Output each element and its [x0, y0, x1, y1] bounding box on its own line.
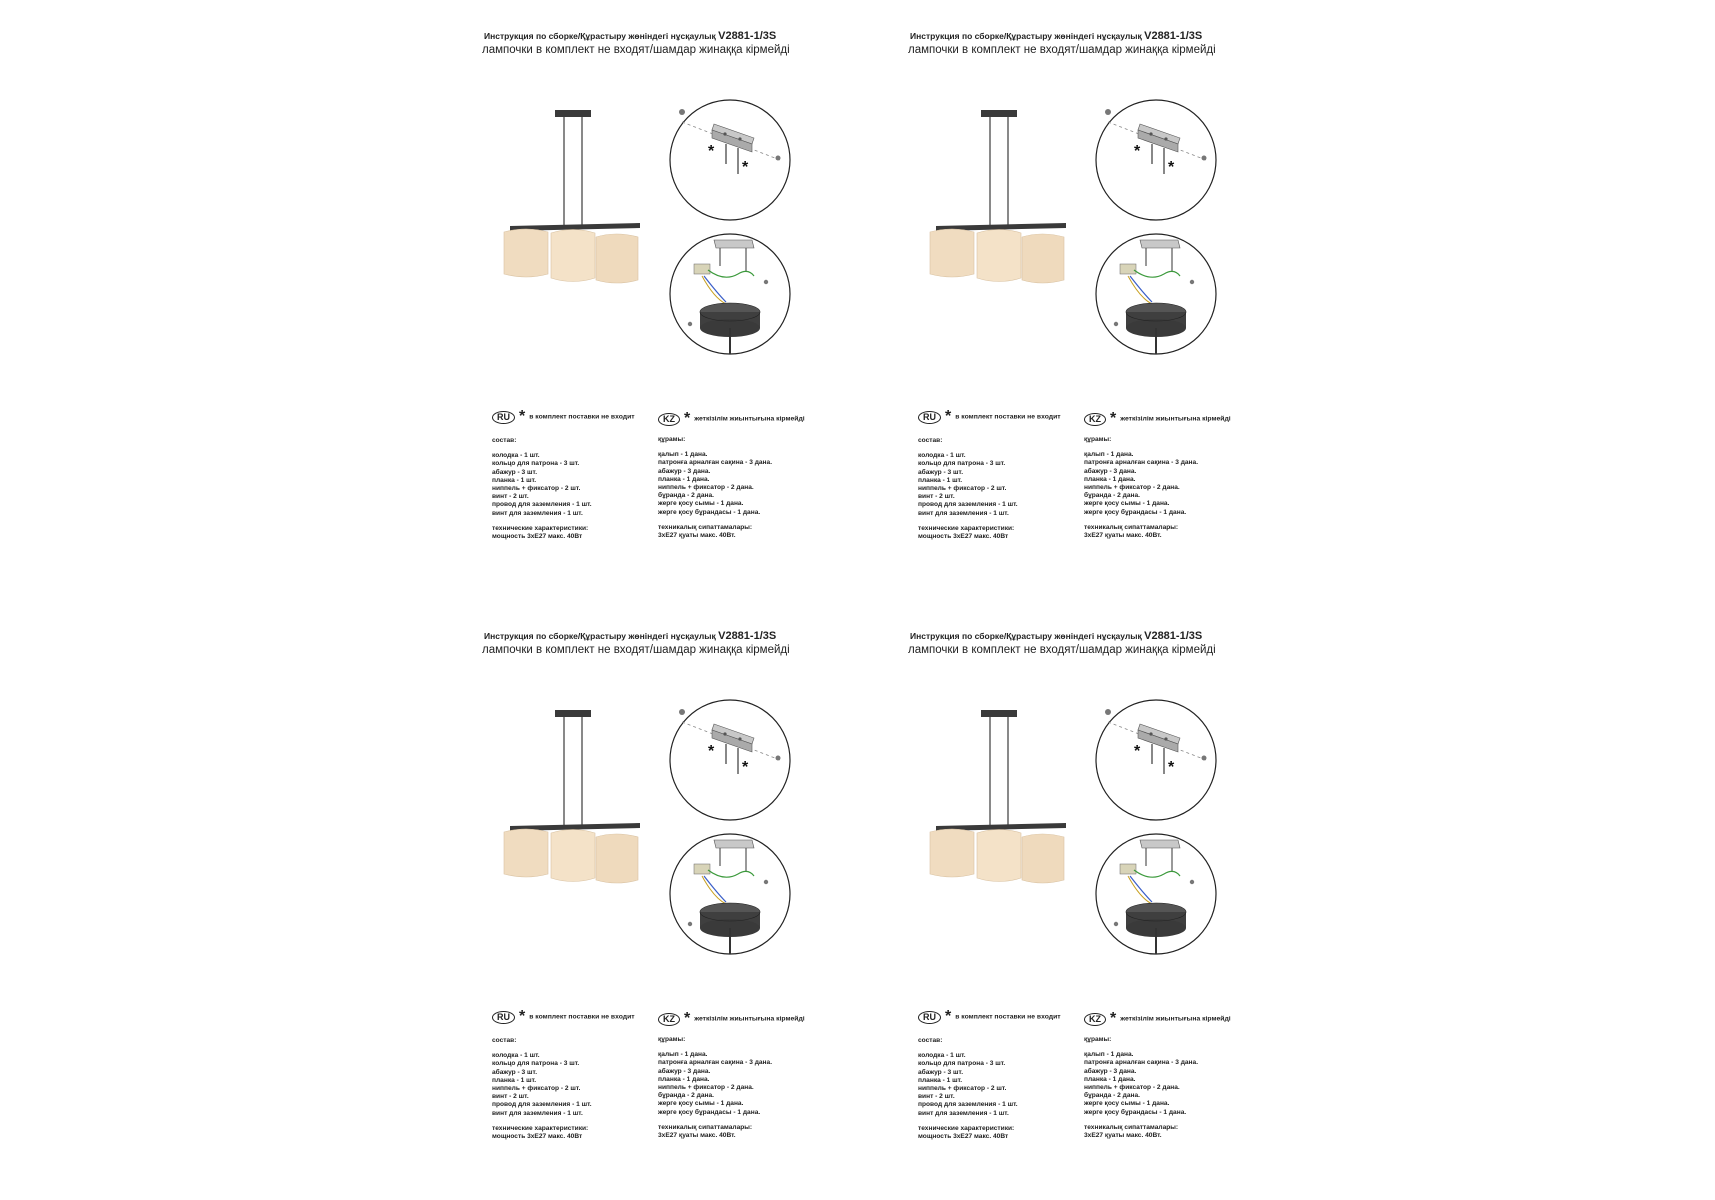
- list-item: қалып - 1 дана.: [658, 1051, 708, 1059]
- ru-contents: [918, 437, 1018, 541]
- ru-note: в комплект поставки не входит: [955, 1013, 1061, 1021]
- kz-tech-heading: техникалық сипаттамалары:: [1084, 523, 1179, 531]
- list-item: жерге қосу бұрандасы - 1 дана.: [1084, 508, 1187, 516]
- ru-contents: [492, 1037, 592, 1141]
- star-mark: *: [1134, 143, 1141, 160]
- ru-contents: [492, 437, 592, 541]
- list-item: бұранда - 2 дана.: [658, 492, 714, 500]
- kz-contents: [1084, 436, 1198, 540]
- instruction-panel: [866, 0, 1286, 600]
- panel-subtitle: лампочки в комплект не входят/шамдар жинаққа кірмейді: [908, 44, 1216, 56]
- list-item: кольцо для патрона - 3 шт.: [918, 1060, 1006, 1068]
- list-item: колодка - 1 шт.: [492, 452, 540, 460]
- star-mark: *: [742, 159, 749, 176]
- kz-contents: [1084, 1036, 1198, 1140]
- list-item: колодка - 1 шт.: [918, 1052, 966, 1060]
- ru-note: в комплект поставки не входит: [955, 413, 1061, 421]
- list-item: винт для заземления - 1 шт.: [918, 509, 1009, 517]
- canopy-wiring-diagram: [1094, 232, 1218, 356]
- kz-tech-heading: техникалық сипаттамалары:: [658, 523, 753, 531]
- chandelier-illustration: [926, 110, 1076, 310]
- kz-contents-heading: құрамы:: [1084, 1036, 1112, 1043]
- list-item: ниппель + фиксатор - 2 дана.: [658, 484, 754, 492]
- lamp-shade-right: [1022, 234, 1064, 283]
- list-item: жерге қосу бұрандасы - 1 дана.: [658, 508, 761, 516]
- canopy-plate: [714, 840, 754, 848]
- ru-tech-heading: технические характеристики:: [918, 1124, 1015, 1132]
- ru-note: в комплект поставки не входит: [529, 1013, 635, 1021]
- kz-note-row: [658, 1010, 805, 1028]
- canopy-wiring-diagram: [668, 232, 792, 356]
- lamp-shade-left: [930, 229, 974, 277]
- panel-title: Инструкция по сборке/Құрастыру жөніндегі нұсқаулық V2881-1/3S: [910, 30, 1203, 42]
- list-item: патронға арналған сақина - 3 дана.: [1084, 459, 1199, 467]
- kz-contents: [658, 1036, 772, 1140]
- list-item: провод для заземления - 1 шт.: [918, 1101, 1018, 1109]
- list-item: абажур - 3 дана.: [1084, 1067, 1137, 1075]
- star-mark: *: [742, 759, 749, 776]
- panel-subtitle: лампочки в комплект не входят/шамдар жинаққа кірмейді: [908, 644, 1216, 656]
- star-mark: *: [519, 408, 526, 425]
- lamp-shade-left: [504, 829, 548, 877]
- lamp-shade-center: [977, 830, 1021, 882]
- kz-tech-value: 3хЕ27 қуаты макс. 40Вт.: [1084, 532, 1162, 540]
- mounting-bracket-diagram: [1094, 98, 1218, 222]
- list-item: абажур - 3 дана.: [658, 467, 711, 475]
- list-item: кольцо для патрона - 3 шт.: [492, 460, 580, 468]
- kz-tech-value: 3хЕ27 қуаты макс. 40Вт.: [658, 1132, 736, 1140]
- ru-contents-heading: состав:: [918, 437, 943, 444]
- panel-title: Инструкция по сборке/Құрастыру жөніндегі нұсқаулық V2881-1/3S: [484, 630, 777, 642]
- ru-contents-heading: состав:: [918, 1037, 943, 1044]
- kz-tech-heading: техникалық сипаттамалары:: [658, 1123, 753, 1131]
- star-mark: *: [1168, 759, 1175, 776]
- star-mark: *: [519, 1008, 526, 1025]
- star-mark: *: [1110, 410, 1117, 427]
- ru-tech-heading: технические характеристики:: [918, 524, 1015, 532]
- list-item: абажур - 3 дана.: [658, 1067, 711, 1075]
- list-item: ниппель + фиксатор - 2 шт.: [918, 485, 1007, 493]
- instruction-panel: [440, 0, 860, 600]
- list-item: кольцо для патрона - 3 шт.: [492, 1060, 580, 1068]
- list-item: қалып - 1 дана.: [1084, 451, 1134, 459]
- model-number: V2881-1/3S: [1144, 30, 1203, 42]
- star-mark: *: [945, 408, 952, 425]
- instruction-sheet: [440, 0, 1280, 1200]
- star-mark: *: [1134, 743, 1141, 760]
- ru-note-row: [918, 408, 1061, 426]
- list-item: патронға арналған сақина - 3 дана.: [658, 459, 773, 467]
- ru-contents: [918, 1037, 1018, 1141]
- list-item: планка - 1 дана.: [658, 475, 710, 483]
- list-item: бұранда - 2 дана.: [658, 1092, 714, 1100]
- ru-badge: RU: [492, 411, 515, 424]
- list-item: қалып - 1 дана.: [658, 451, 708, 459]
- list-item: жерге қосу сымы - 1 дана.: [1084, 500, 1170, 508]
- list-item: ниппель + фиксатор - 2 дана.: [1084, 484, 1180, 492]
- list-item: кольцо для патрона - 3 шт.: [918, 460, 1006, 468]
- list-item: ниппель + фиксатор - 2 дана.: [1084, 1084, 1180, 1092]
- lamp-shade-center: [977, 230, 1021, 282]
- ru-contents-heading: состав:: [492, 437, 517, 444]
- kz-note: жеткізілім жиынтығына кірмейді: [694, 415, 805, 423]
- ceiling-canopy: [981, 710, 1017, 717]
- canopy-wiring-diagram: [1094, 832, 1218, 956]
- canopy-plate: [1140, 240, 1180, 248]
- list-item: планка - 1 шт.: [492, 1076, 537, 1084]
- lamp-shade-center: [551, 230, 595, 282]
- list-item: абажур - 3 шт.: [918, 1068, 964, 1076]
- kz-tech-value: 3хЕ27 қуаты макс. 40Вт.: [658, 532, 736, 540]
- list-item: планка - 1 шт.: [918, 1076, 963, 1084]
- list-item: винт для заземления - 1 шт.: [492, 1109, 583, 1117]
- kz-note: жеткізілім жиынтығына кірмейді: [1120, 1015, 1231, 1023]
- list-item: винт - 2 шт.: [492, 1093, 529, 1101]
- instruction-panel: [440, 600, 860, 1200]
- list-item: жерге қосу бұрандасы - 1 дана.: [658, 1108, 761, 1116]
- model-number: V2881-1/3S: [1144, 630, 1203, 642]
- kz-badge: KZ: [1084, 413, 1106, 426]
- list-item: қалып - 1 дана.: [1084, 1051, 1134, 1059]
- ru-badge: RU: [918, 411, 941, 424]
- lamp-shade-left: [504, 229, 548, 277]
- list-item: абажур - 3 шт.: [918, 468, 964, 476]
- ru-note: в комплект поставки не входит: [529, 413, 635, 421]
- model-number: V2881-1/3S: [718, 630, 777, 642]
- ru-note-row: [492, 408, 635, 426]
- list-item: винт - 2 шт.: [918, 1093, 955, 1101]
- mounting-bracket-diagram: [668, 98, 792, 222]
- ceiling-canopy: [555, 710, 591, 717]
- list-item: планка - 1 дана.: [658, 1075, 710, 1083]
- list-item: патронға арналған сақина - 3 дана.: [1084, 1059, 1199, 1067]
- list-item: планка - 1 дана.: [1084, 1075, 1136, 1083]
- lamp-shade-left: [930, 829, 974, 877]
- ru-note-row: [492, 1008, 635, 1026]
- ceiling-canopy: [555, 110, 591, 117]
- kz-tech-heading: техникалық сипаттамалары:: [1084, 1123, 1179, 1131]
- list-item: патронға арналған сақина - 3 дана.: [658, 1059, 773, 1067]
- list-item: ниппель + фиксатор - 2 шт.: [918, 1085, 1007, 1093]
- kz-badge: KZ: [1084, 1013, 1106, 1026]
- list-item: колодка - 1 шт.: [492, 1052, 540, 1060]
- list-item: ниппель + фиксатор - 2 шт.: [492, 485, 581, 493]
- list-item: ниппель + фиксатор - 2 дана.: [658, 1084, 754, 1092]
- ceiling-canopy: [981, 110, 1017, 117]
- canopy-wiring-diagram: [668, 832, 792, 956]
- ru-tech-value: мощность 3хЕ27 макс. 40Вт: [918, 1133, 1009, 1141]
- list-item: жерге қосу сымы - 1 дана.: [1084, 1100, 1170, 1108]
- star-mark: *: [684, 410, 691, 427]
- ru-badge: RU: [918, 1011, 941, 1024]
- kz-contents-heading: құрамы:: [658, 436, 686, 443]
- list-item: бұранда - 2 дана.: [1084, 492, 1140, 500]
- star-mark: *: [708, 143, 715, 160]
- instruction-panel: [866, 600, 1286, 1200]
- list-item: винт для заземления - 1 шт.: [918, 1109, 1009, 1117]
- ru-tech-heading: технические характеристики:: [492, 524, 589, 532]
- list-item: планка - 1 шт.: [918, 476, 963, 484]
- list-item: абажур - 3 дана.: [1084, 467, 1137, 475]
- ru-tech-value: мощность 3хЕ27 макс. 40Вт: [492, 533, 583, 541]
- mounting-bracket-diagram: [1094, 698, 1218, 822]
- star-mark: *: [1168, 159, 1175, 176]
- star-mark: *: [708, 743, 715, 760]
- star-mark: *: [1110, 1010, 1117, 1027]
- chandelier-illustration: [500, 110, 650, 310]
- kz-note-row: [658, 410, 805, 428]
- list-item: провод для заземления - 1 шт.: [918, 501, 1018, 509]
- list-item: провод для заземления - 1 шт.: [492, 1101, 592, 1109]
- list-item: абажур - 3 шт.: [492, 1068, 538, 1076]
- lamp-shade-right: [596, 234, 638, 283]
- list-item: планка - 1 шт.: [492, 476, 537, 484]
- mounting-bracket-diagram: [668, 698, 792, 822]
- list-item: ниппель + фиксатор - 2 шт.: [492, 1085, 581, 1093]
- kz-contents-heading: құрамы:: [1084, 436, 1112, 443]
- kz-tech-value: 3хЕ27 қуаты макс. 40Вт.: [1084, 1132, 1162, 1140]
- chandelier-illustration: [926, 710, 1076, 910]
- list-item: бұранда - 2 дана.: [1084, 1092, 1140, 1100]
- list-item: жерге қосу сымы - 1 дана.: [658, 500, 744, 508]
- canopy-plate: [1140, 840, 1180, 848]
- ru-badge: RU: [492, 1011, 515, 1024]
- lamp-shade-right: [1022, 834, 1064, 883]
- panel-subtitle: лампочки в комплект не входят/шамдар жинаққа кірмейді: [482, 44, 790, 56]
- kz-contents: [658, 436, 772, 540]
- list-item: планка - 1 дана.: [1084, 475, 1136, 483]
- kz-badge: KZ: [658, 1013, 680, 1026]
- list-item: винт для заземления - 1 шт.: [492, 509, 583, 517]
- kz-note: жеткізілім жиынтығына кірмейді: [694, 1015, 805, 1023]
- lamp-shade-right: [596, 834, 638, 883]
- ru-tech-value: мощность 3хЕ27 макс. 40Вт: [918, 533, 1009, 541]
- kz-note-row: [1084, 1010, 1231, 1028]
- list-item: провод для заземления - 1 шт.: [492, 501, 592, 509]
- ru-tech-value: мощность 3хЕ27 макс. 40Вт: [492, 1133, 583, 1141]
- star-mark: *: [945, 1008, 952, 1025]
- list-item: жерге қосу сымы - 1 дана.: [658, 1100, 744, 1108]
- kz-note-row: [1084, 410, 1231, 428]
- kz-badge: KZ: [658, 413, 680, 426]
- chandelier-illustration: [500, 710, 650, 910]
- star-mark: *: [684, 1010, 691, 1027]
- model-number: V2881-1/3S: [718, 30, 777, 42]
- kz-note: жеткізілім жиынтығына кірмейді: [1120, 415, 1231, 423]
- lamp-shade-center: [551, 830, 595, 882]
- canopy-plate: [714, 240, 754, 248]
- list-item: винт - 2 шт.: [492, 493, 529, 501]
- list-item: абажур - 3 шт.: [492, 468, 538, 476]
- ru-tech-heading: технические характеристики:: [492, 1124, 589, 1132]
- ru-note-row: [918, 1008, 1061, 1026]
- list-item: жерге қосу бұрандасы - 1 дана.: [1084, 1108, 1187, 1116]
- list-item: колодка - 1 шт.: [918, 452, 966, 460]
- list-item: винт - 2 шт.: [918, 493, 955, 501]
- panel-subtitle: лампочки в комплект не входят/шамдар жинаққа кірмейді: [482, 644, 790, 656]
- kz-contents-heading: құрамы:: [658, 1036, 686, 1043]
- ru-contents-heading: состав:: [492, 1037, 517, 1044]
- panel-title: Инструкция по сборке/Құрастыру жөніндегі нұсқаулық V2881-1/3S: [484, 30, 777, 42]
- panel-title: Инструкция по сборке/Құрастыру жөніндегі нұсқаулық V2881-1/3S: [910, 630, 1203, 642]
